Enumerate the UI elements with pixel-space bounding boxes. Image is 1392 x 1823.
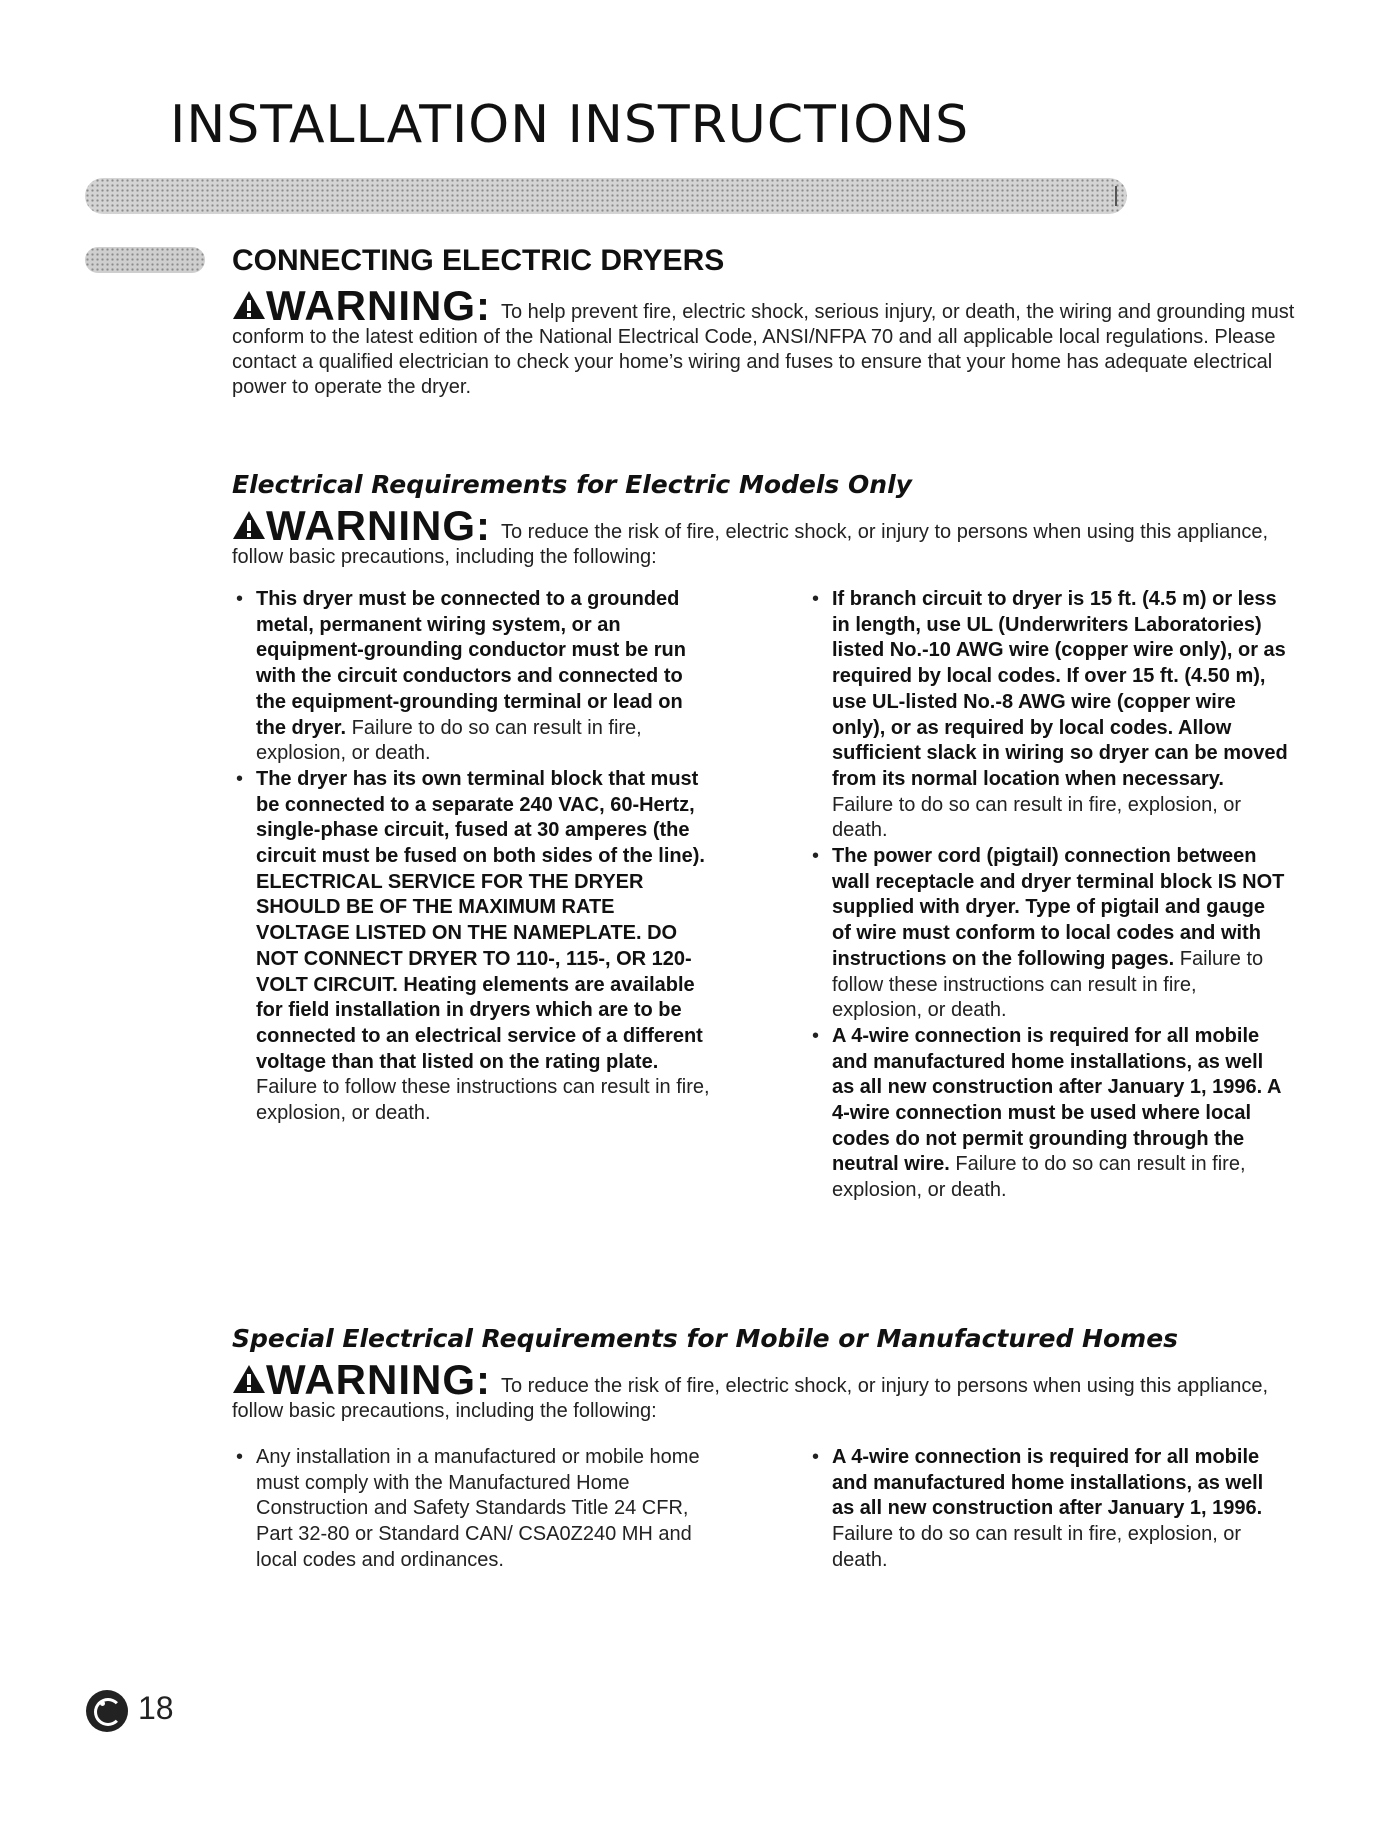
warning-text: To reduce the risk of fire, electric shock, or injury to persons when using this appliance, follow basic precautions, including the following: — [232, 521, 1269, 568]
list-item: • The dryer has its own terminal block that must be connected to a separate 240 VAC, 60-Hertz, single-phase circuit, fused at 30 amperes (the circuit must be fused on both sides of the line). ELECTRICAL SERVICE FOR THE DRYER SHOULD BE OF THE MAXIMUM RATE VOLTAGE LISTED ON THE NAMEPLATE. DO NOT CONNECT DRYER TO 110-, 115-, OR 120-VOLT CIRCUIT. Heating elements are available for field installation in dryers which are to be connected to an electrical service of a different voltage than that listed on the rating plate. Failure to follow these instructions can result in fire, explosion, or death. — [232, 767, 712, 1127]
warning-triangle-icon — [232, 1364, 266, 1394]
section-heading: CONNECTING ELECTRIC DRYERS — [232, 244, 725, 277]
list-item: • If branch circuit to dryer is 15 ft. (4.5 m) or less in length, use UL (Underwriters Laboratories) listed No.-10 AWG wire (copper wire only), or as required by local codes. If over 15 ft. (4.50 m), use UL-listed No.-8 AWG wire (copper wire only), or as required by local codes. Allow sufficient slack in wiring so dryer can be moved from its normal location when necessary. Failure to do so can result in fire, explosion, or death. — [808, 587, 1288, 844]
list-item: • This dryer must be connected to a grounded metal, permanent wiring system, or an equipment-grounding conductor must be run with the circuit conductors and connected to the equipment-grounding terminal or lead on the dryer. Failure to do so can result in fire, explosion, or death. — [232, 587, 712, 767]
list-item: • The power cord (pigtail) connection between wall receptacle and dryer terminal block IS NOT supplied with dryer. Type of pigtail and gauge of wire must conform to local codes and with instructions on the following pages. Failure to follow these instructions can result in fire, explosion, or death. — [808, 844, 1288, 1024]
warning-label: WARNING: — [266, 282, 491, 329]
electrical-left-column — [232, 587, 712, 1127]
warning-general — [232, 282, 1312, 400]
warning-triangle-icon — [232, 290, 266, 320]
page-number: 18 — [138, 1690, 174, 1726]
page-title: INSTALLATION INSTRUCTIONS — [170, 95, 970, 155]
warning-electrical — [232, 502, 1312, 570]
section-marker — [85, 247, 205, 273]
warning-label: WARNING: — [266, 502, 491, 549]
electrical-right-column — [808, 587, 1288, 1204]
special-requirements-subhead: Special Electrical Requirements for Mobile or Manufactured Homes — [232, 1324, 1179, 1353]
warning-text: To help prevent fire, electric shock, serious injury, or death, the wiring and grounding must conform to the latest edition of the National Electrical Code, ANSI/NFPA 70 and all applicable local regulations. Please contact a qualified electrician to check your home’s wiring and fuses to ensure that your home has adequate electrical power to operate the dryer. — [232, 301, 1295, 398]
list-item: • A 4-wire connection is required for all mobile and manufactured home installations, as well as all new construction after January 1, 1996. A 4-wire connection must be used where local codes do not permit grounding through the neutral wire. Failure to do so can result in fire, explosion, or death. — [808, 1024, 1288, 1204]
warning-text: To reduce the risk of fire, electric shock, or injury to persons when using this appliance, follow basic precautions, including the following: — [232, 1375, 1269, 1422]
electrical-requirements-subhead: Electrical Requirements for Electric Models Only — [232, 470, 912, 499]
warning-triangle-icon — [232, 510, 266, 540]
list-item: • A 4-wire connection is required for all mobile and manufactured home installations, as well as all new construction after January 1, 1996. Failure to do so can result in fire, explosion, or death. — [808, 1445, 1288, 1574]
title-decorative-bar — [85, 178, 1127, 214]
special-left-column — [232, 1445, 712, 1574]
lg-logo-icon — [86, 1690, 128, 1732]
warning-special — [232, 1356, 1312, 1424]
special-right-column — [808, 1445, 1288, 1574]
list-item: • Any installation in a manufactured or mobile home must comply with the Manufactured Home Construction and Safety Standards Title 24 CFR, Part 32-80 or Standard CAN/ CSA0Z240 MH and local codes and ordinances. — [232, 1445, 712, 1574]
warning-label: WARNING: — [266, 1356, 491, 1403]
